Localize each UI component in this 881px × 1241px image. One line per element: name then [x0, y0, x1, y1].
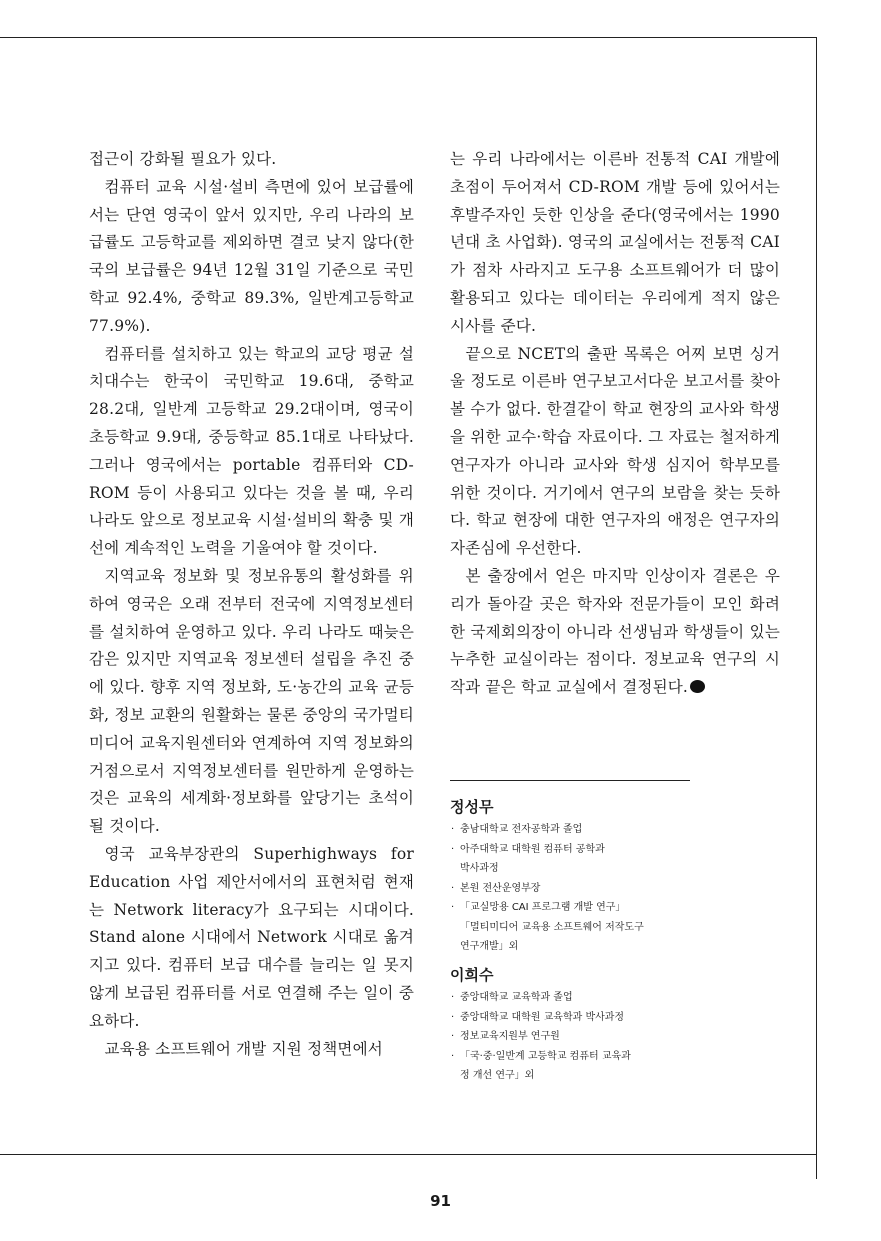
- list-item: · 충남대학교 전자공학과 졸업: [450, 820, 770, 840]
- paragraph: 지역교육 정보화 및 정보유통의 활성화를 위하여 영국은 오래 전부터 전국에 지역정보센터를 설치하여 운영하고 있다. 우리 나라도 때늦은 감은 있지만 지역교육 정보센터 설립을 추진 중에 있다. 향후 지역 정보화, 도·농간의 교육 균등화, 정보 교환의 원활화는 물론 중앙의 국가멀티미디어 교육지원센터와 연계하여 지역 정보화의 거점으로서 지역정보센터를 원만하게 운영하는 것은 교육의 세계화·정보화를 앞당기는 초석이 될 것이다.: [89, 566, 414, 836]
- bullet-icon: ·: [451, 902, 455, 913]
- author-section-divider: [450, 780, 690, 781]
- paragraph: 컴퓨터 교육 시설·설비 측면에 있어 보급률에서는 단연 영국이 앞서 있지만, 우리 나라의 보급률도 고등학교를 제외하면 결코 낮지 않다(한국의 보급률은 94년 12월 31일 기준으로 국민학교 92.4%, 중학교 89.3%, 일반계고등학교 77.9%).: [89, 177, 414, 335]
- bottom-border-rule: [0, 1154, 817, 1155]
- paragraph: 끝으로 NCET의 출판 목록은 어찌 보면 싱거울 정도로 이른바 연구보고서다운 보고서를 찾아볼 수가 없다. 한결같이 학교 현장의 교사와 학생을 위한 교수·학습 자료이다. 그 자료는 철저하게 연구자가 아니라 교사와 학생 심지어 학부모를 위한 것이다. 거기에서 연구의 보람을 찾는 듯하다. 학교 현장에 대한 연구자의 애정은 연구자의 자존심에 우선한다.: [450, 344, 780, 558]
- paragraph: 접근이 강화될 필요가 있다.: [89, 150, 277, 168]
- author-bio: [450, 964, 770, 1086]
- author-credentials-list: [450, 988, 770, 1086]
- paragraph: 컴퓨터를 설치하고 있는 학교의 교당 평균 설치대수는 한국이 국민학교 19.6대, 중학교 28.2대, 일반계 고등학교 29.2대이며, 영국이 초등학교 9.9대, 중등학교 85.1대로 나타났다. 그러나 영국에서는 portable 컴퓨터와 CD-ROM 등이 사용되고 있다는 것을 볼 때, 우리 나라도 앞으로 정보교육 시설·설비의 확충 및 개선에 계속적인 노력을 기울여야 할 것이다.: [89, 344, 414, 558]
- list-item: · 아주대학교 대학원 컴퓨터 공학과 박사과정: [450, 840, 770, 879]
- author-credentials-list: [450, 820, 770, 957]
- top-border-rule: [0, 37, 817, 38]
- bullet-icon: ·: [451, 882, 455, 894]
- final-paragraph: [450, 563, 780, 702]
- list-item: · 「국·중·일반계 고등학교 컴퓨터 교육과 정 개선 연구」외: [450, 1047, 770, 1086]
- list-item: · 중앙대학교 대학원 교육학과 박사과정: [450, 1008, 770, 1028]
- bullet-icon: ·: [451, 1050, 455, 1062]
- paragraph: 는 우리 나라에서는 이른바 전통적 CAI 개발에 초점이 두어져서 CD-ROM 개발 등에 있어서는 후발주자인 듯한 인상을 준다(영국에서는 1990년대 초 사업화). 영국의 교실에서는 전통적 CAI가 점차 사라지고 도구용 소프트웨어가 더 많이 활용되고 있다는 데이터는 우리에게 적지 않은 시사를 준다.: [450, 150, 780, 335]
- paragraph: 교육용 소프트웨어 개발 지원 정책면에서: [104, 1039, 383, 1058]
- list-item: · 「교실망용 CAI 프로그램 개발 연구」 「멀티미디어 교육용 소프트웨어 저작도구 연구개발」외: [450, 898, 770, 957]
- bullet-icon: ·: [451, 843, 455, 855]
- list-item: · 본원 전산운영부장: [450, 879, 770, 899]
- article-end-mark-icon: [690, 680, 705, 693]
- bullet-icon: ·: [451, 1031, 455, 1042]
- bullet-icon: ·: [451, 992, 455, 1003]
- list-item: · 중앙대학교 교육학과 졸업: [450, 988, 770, 1008]
- left-text-column: [89, 146, 414, 1063]
- bullet-icon: ·: [451, 1011, 455, 1023]
- author-bio: [450, 796, 770, 957]
- author-name: 이희수: [450, 966, 494, 984]
- right-text-column: [450, 146, 780, 702]
- list-item: · 정보교육지원부 연구원: [450, 1027, 770, 1047]
- paragraph: 영국 교육부장관의 Superhighways for Education 사업 제안서에서의 표현처럼 현재는 Network literacy가 요구되는 시대이다. Stand alone 시대에서 Network 시대로 옮겨지고 있다. 컴퓨터 보급 대수를 늘리는 일 못지 않게 보급된 컴퓨터를 서로 연결해 주는 일이 중요하다.: [89, 844, 414, 1030]
- bullet-icon: ·: [451, 824, 455, 835]
- author-name: 정성무: [450, 798, 494, 816]
- paragraph-text: 본 출장에서 얻은 마지막 인상이자 결론은 우리가 돌아갈 곳은 학자와 전문가들이 모인 화려한 국제회의장이 아니라 선생님과 학생들이 있는 누추한 교실이라는 점이다. 정보교육 연구의 시작과 끝은 학교 교실에서 결정된다.: [450, 566, 780, 697]
- right-border-rule: [816, 37, 817, 1179]
- page-number: 91: [430, 1192, 451, 1210]
